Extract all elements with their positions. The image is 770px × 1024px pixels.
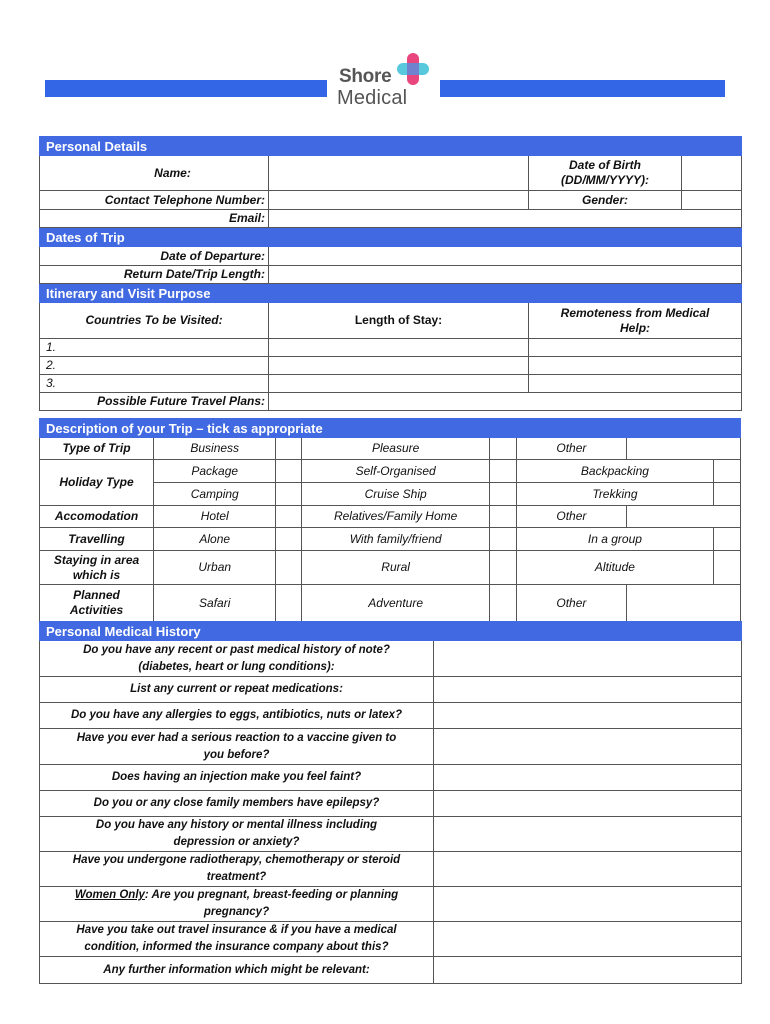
accomodation-label: Accomodation xyxy=(40,506,154,528)
option-altitude: Altitude xyxy=(516,551,713,585)
phone-field[interactable] xyxy=(269,191,529,210)
answer-insurance[interactable] xyxy=(434,922,742,957)
option-self-organised: Self-Organised xyxy=(302,460,490,483)
question-further-info: Any further information which might be relevant: xyxy=(40,957,434,984)
dob-field[interactable] xyxy=(682,156,742,191)
answer-faint[interactable] xyxy=(434,765,742,791)
answer-further-info[interactable] xyxy=(434,957,742,984)
travelling-label: Travelling xyxy=(40,528,154,551)
country-row-3[interactable]: 3. xyxy=(40,375,269,393)
name-field[interactable] xyxy=(269,156,529,191)
question-vaccine-reaction: Have you ever had a serious reaction to a vaccine given to you before? xyxy=(40,729,434,765)
option-with-family: With family/friend xyxy=(302,528,490,551)
gender-label: Gender: xyxy=(529,191,682,210)
question-faint: Does having an injection make you feel faint? xyxy=(40,765,434,791)
checkbox-rural[interactable] xyxy=(489,551,516,585)
answer-radiotherapy[interactable] xyxy=(434,852,742,887)
answer-mental-illness[interactable] xyxy=(434,817,742,852)
checkbox-package[interactable] xyxy=(276,460,302,483)
departure-field[interactable] xyxy=(269,247,742,266)
header-bar-right xyxy=(440,80,725,97)
option-backpacking: Backpacking xyxy=(516,460,713,483)
option-camping: Camping xyxy=(154,483,276,506)
checkbox-hotel[interactable] xyxy=(276,506,302,528)
section-header-trip: Description of your Trip – tick as appropriate xyxy=(40,419,741,438)
country-row-1[interactable]: 1. xyxy=(40,339,269,357)
checkbox-altitude[interactable] xyxy=(713,551,740,585)
option-safari: Safari xyxy=(154,585,276,622)
future-plans-field[interactable] xyxy=(269,393,742,411)
option-other-accom: Other xyxy=(516,506,626,528)
countries-label: Countries To be Visited: xyxy=(40,303,269,339)
gender-field[interactable] xyxy=(682,191,742,210)
medical-history-table xyxy=(39,621,742,984)
remote-field-1[interactable] xyxy=(529,339,742,357)
question-allergies: Do you have any allergies to eggs, antibiotics, nuts or latex? xyxy=(40,703,434,729)
option-other-trip: Other xyxy=(516,438,626,460)
question-mental-illness: Do you have any history or mental illness including depression or anxiety? xyxy=(40,817,434,852)
medical-cross-icon xyxy=(396,52,430,86)
question-medications: List any current or repeat medications: xyxy=(40,677,434,703)
answer-pregnancy[interactable] xyxy=(434,887,742,922)
question-medical-history: Do you have any recent or past medical history of note? (diabetes, heart or lung conditions): xyxy=(40,641,434,677)
personal-details-table xyxy=(39,136,742,411)
other-accom-field[interactable] xyxy=(626,506,740,528)
section-header-personal: Personal Details xyxy=(40,137,742,156)
checkbox-trekking[interactable] xyxy=(713,483,740,506)
option-relatives: Relatives/Family Home xyxy=(302,506,490,528)
checkbox-relatives[interactable] xyxy=(489,506,516,528)
section-header-itinerary: Itinerary and Visit Purpose xyxy=(40,284,742,303)
return-label: Return Date/Trip Length: xyxy=(40,266,269,284)
header-bar-left xyxy=(45,80,327,97)
checkbox-backpacking[interactable] xyxy=(713,460,740,483)
answer-medical-history[interactable] xyxy=(434,641,742,677)
checkbox-business[interactable] xyxy=(276,438,302,460)
email-field[interactable] xyxy=(269,210,742,228)
stay-field-1[interactable] xyxy=(269,339,529,357)
option-alone: Alone xyxy=(154,528,276,551)
other-activity-field[interactable] xyxy=(626,585,740,622)
type-of-trip-label: Type of Trip xyxy=(40,438,154,460)
planned-activities-label: Planned Activities xyxy=(40,585,154,622)
stay-field-2[interactable] xyxy=(269,357,529,375)
country-row-2[interactable]: 2. xyxy=(40,357,269,375)
checkbox-in-group[interactable] xyxy=(713,528,740,551)
checkbox-alone[interactable] xyxy=(276,528,302,551)
future-plans-label: Possible Future Travel Plans: xyxy=(40,393,269,411)
remoteness-label: Remoteness from Medical Help: xyxy=(529,303,742,339)
remote-field-3[interactable] xyxy=(529,375,742,393)
question-insurance: Have you take out travel insurance & if you have a medical condition, informed the insurance company about this? xyxy=(40,922,434,957)
checkbox-adventure[interactable] xyxy=(489,585,516,622)
section-header-dates: Dates of Trip xyxy=(40,228,742,247)
dob-label: Date of Birth (DD/MM/YYYY): xyxy=(529,156,682,191)
shore-medical-logo xyxy=(333,52,441,114)
phone-label: Contact Telephone Number: xyxy=(40,191,269,210)
holiday-type-label: Holiday Type xyxy=(40,460,154,506)
length-of-stay-label: Length of Stay: xyxy=(269,303,529,339)
option-pleasure: Pleasure xyxy=(302,438,490,460)
question-epilepsy: Do you or any close family members have epilepsy? xyxy=(40,791,434,817)
checkbox-pleasure[interactable] xyxy=(489,438,516,460)
option-urban: Urban xyxy=(154,551,276,585)
section-header-medical: Personal Medical History xyxy=(40,622,742,641)
option-in-group: In a group xyxy=(516,528,713,551)
option-adventure: Adventure xyxy=(302,585,490,622)
answer-vaccine-reaction[interactable] xyxy=(434,729,742,765)
checkbox-safari[interactable] xyxy=(276,585,302,622)
checkbox-self-organised[interactable] xyxy=(489,460,516,483)
checkbox-cruise[interactable] xyxy=(489,483,516,506)
answer-allergies[interactable] xyxy=(434,703,742,729)
answer-epilepsy[interactable] xyxy=(434,791,742,817)
option-business: Business xyxy=(154,438,276,460)
logo-text-shore: Shore xyxy=(339,66,392,87)
question-pregnancy: Women Only: Are you pregnant, breast-feeding or planning pregnancy? xyxy=(40,887,434,922)
answer-medications[interactable] xyxy=(434,677,742,703)
remote-field-2[interactable] xyxy=(529,357,742,375)
checkbox-urban[interactable] xyxy=(276,551,302,585)
option-trekking: Trekking xyxy=(516,483,713,506)
other-trip-field[interactable] xyxy=(626,438,740,460)
email-label: Email: xyxy=(40,210,269,228)
stay-field-3[interactable] xyxy=(269,375,529,393)
departure-label: Date of Departure: xyxy=(40,247,269,266)
return-field[interactable] xyxy=(269,266,742,284)
checkbox-camping[interactable] xyxy=(276,483,302,506)
option-rural: Rural xyxy=(302,551,490,585)
option-cruise: Cruise Ship xyxy=(302,483,490,506)
checkbox-with-family[interactable] xyxy=(489,528,516,551)
logo-text-medical: Medical xyxy=(337,87,408,109)
trip-description-table xyxy=(39,418,741,622)
option-hotel: Hotel xyxy=(154,506,276,528)
option-package: Package xyxy=(154,460,276,483)
staying-area-label: Staying in area which is xyxy=(40,551,154,585)
name-label: Name: xyxy=(40,156,269,191)
option-other-activity: Other xyxy=(516,585,626,622)
question-radiotherapy: Have you undergone radiotherapy, chemotherapy or steroid treatment? xyxy=(40,852,434,887)
